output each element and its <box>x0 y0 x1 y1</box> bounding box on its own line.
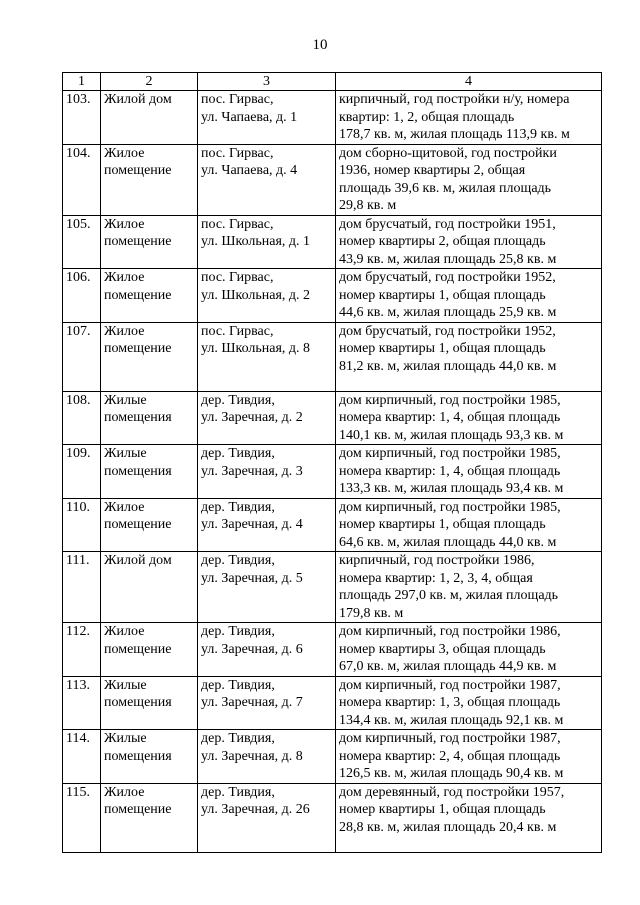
header-col-1: 1 <box>63 73 101 91</box>
description-line: номер квартиры 1, общая площадь <box>339 802 546 817</box>
object-type-line: помещение <box>104 641 172 657</box>
object-type-cell <box>101 215 198 269</box>
row-number <box>63 498 101 552</box>
object-type-cell <box>101 269 198 323</box>
description-cell <box>336 269 602 323</box>
description-cell <box>336 322 602 391</box>
address-cell <box>198 445 336 499</box>
object-type-cell <box>101 676 198 730</box>
address-cell <box>198 498 336 552</box>
address-line: дер. Тивдия, <box>201 392 275 408</box>
description-cell <box>336 498 602 552</box>
row-number <box>63 269 101 323</box>
table-row <box>63 730 602 784</box>
table-row <box>63 445 602 499</box>
object-type-line: помещения <box>104 410 172 425</box>
description-line: дом кирпичный, год постройки 1987, <box>339 731 561 746</box>
address-line: дер. Тивдия, <box>201 677 275 693</box>
object-type-line: Жилые <box>104 446 147 461</box>
address-line: ул. Заречная, д. 5 <box>201 570 303 586</box>
address-line: ул. Заречная, д. 3 <box>201 463 303 479</box>
object-type-line: помещение <box>104 802 172 817</box>
object-type-cell <box>101 730 198 784</box>
object-type-line: помещения <box>104 463 172 479</box>
header-col-2: 2 <box>101 73 198 91</box>
page-number: 10 <box>312 37 328 53</box>
address-cell <box>198 623 336 677</box>
object-type-line: Жилое <box>104 784 145 800</box>
object-type-line: помещение <box>104 341 172 356</box>
address-line: ул. Чапаева, д. 4 <box>201 163 298 178</box>
object-type-line: помещение <box>104 287 172 303</box>
description-cell <box>336 552 602 623</box>
description-line: дом кирпичный, год постройки 1985, <box>339 499 561 515</box>
object-type-line: Жилые <box>104 677 147 693</box>
description-line: дом сборно-щитовой, год постройки <box>339 145 557 161</box>
address-line: ул. Школьная, д. 2 <box>201 287 311 303</box>
description-line: 1936, номер квартиры 2, общая <box>339 163 526 178</box>
address-line: ул. Школьная, д. 1 <box>201 234 311 249</box>
object-type-cell <box>101 498 198 552</box>
row-number-text: 111. <box>66 553 90 568</box>
object-type-cell <box>101 391 198 445</box>
row-number-text: 114. <box>66 731 90 746</box>
address-line: дер. Тивдия, <box>201 731 275 746</box>
description-cell <box>336 676 602 730</box>
row-number-text: 109. <box>66 446 91 461</box>
object-type-line: помещения <box>104 748 172 764</box>
address-line: пос. Гирвас, <box>201 216 274 232</box>
row-number-text: 104. <box>66 145 91 161</box>
header-col-4: 4 <box>336 73 602 91</box>
row-number <box>63 215 101 269</box>
description-line: номер квартиры 1, общая площадь <box>339 517 546 532</box>
address-cell <box>198 322 336 391</box>
row-number <box>63 322 101 391</box>
header-col-3: 3 <box>198 73 336 91</box>
table-row <box>63 215 602 269</box>
object-type-line: Жилой дом <box>104 92 172 107</box>
address-cell <box>198 552 336 623</box>
address-line: дер. Тивдия, <box>201 553 275 568</box>
address-line: дер. Тивдия, <box>201 499 275 515</box>
description-line: 126,5 кв. м, жилая площадь 90,4 кв. м <box>339 766 564 781</box>
description-line: дом кирпичный, год постройки 1987, <box>339 677 561 693</box>
description-line: 140,1 кв. м, жилая площадь 93,3 кв. м <box>339 427 564 443</box>
object-type-line: помещение <box>104 163 172 178</box>
object-type-line: Жилое <box>104 216 145 232</box>
description-line: номера квартир: 1, 2, 3, 4, общая <box>339 570 533 586</box>
description-line: квартир: 1, 2, общая площадь <box>339 109 515 125</box>
row-number <box>63 445 101 499</box>
object-type-line: Жилые <box>104 392 147 408</box>
row-number <box>63 91 101 145</box>
description-line: дом брусчатый, год постройки 1951, <box>339 216 556 232</box>
object-type-line: Жилое <box>104 624 145 639</box>
address-line: пос. Гирвас, <box>201 145 274 161</box>
table-row <box>63 269 602 323</box>
description-cell <box>336 144 602 215</box>
object-type-cell <box>101 623 198 677</box>
description-line: 134,4 кв. м, жилая площадь 92,1 кв. м <box>339 712 564 728</box>
address-cell <box>198 676 336 730</box>
address-line: ул. Заречная, д. 7 <box>201 695 303 710</box>
row-number-text: 107. <box>66 323 91 339</box>
row-number-text: 115. <box>66 784 90 800</box>
object-type-line: Жилое <box>104 145 145 161</box>
object-type-line: помещение <box>104 517 172 532</box>
description-line: 81,2 кв. м, жилая площадь 44,0 кв. м <box>339 358 557 374</box>
description-line: 64,6 кв. м, жилая площадь 44,0 кв. м <box>339 534 557 550</box>
table-body <box>63 91 602 853</box>
description-line: кирпичный, год постройки н/у, номера <box>339 92 570 107</box>
description-line: номер квартиры 1, общая площадь <box>339 341 546 356</box>
row-number-text: 110. <box>66 499 90 515</box>
description-cell <box>336 215 602 269</box>
description-line: кирпичный, год постройки 1986, <box>339 553 535 568</box>
address-line: дер. Тивдия, <box>201 784 275 800</box>
table-row <box>63 676 602 730</box>
address-cell <box>198 269 336 323</box>
row-number-text: 108. <box>66 392 91 408</box>
table-row <box>63 783 602 852</box>
row-number <box>63 391 101 445</box>
address-line: ул. Заречная, д. 4 <box>201 517 303 532</box>
object-type-line: помещения <box>104 695 172 710</box>
row-number <box>63 623 101 677</box>
header-row <box>63 73 602 91</box>
description-cell <box>336 730 602 784</box>
description-line: номер квартиры 3, общая площадь <box>339 641 546 657</box>
row-number <box>63 730 101 784</box>
description-line: номера квартир: 1, 4, общая площадь <box>339 463 561 479</box>
object-type-cell <box>101 91 198 145</box>
address-cell <box>198 730 336 784</box>
description-cell <box>336 445 602 499</box>
address-line: ул. Чапаева, д. 1 <box>201 109 298 125</box>
table-row <box>63 391 602 445</box>
description-line: 44,6 кв. м, жилая площадь 25,9 кв. м <box>339 305 557 320</box>
table-row <box>63 623 602 677</box>
table-row <box>63 144 602 215</box>
description-cell <box>336 391 602 445</box>
address-line: ул. Заречная, д. 26 <box>201 802 310 817</box>
description-cell <box>336 783 602 852</box>
description-line: 178,7 кв. м, жилая площадь 113,9 кв. м <box>339 127 570 142</box>
row-number-text: 112. <box>66 624 90 639</box>
property-register-table <box>62 72 602 853</box>
description-cell <box>336 91 602 145</box>
description-line: номер квартиры 1, общая площадь <box>339 287 546 303</box>
description-line: 67,0 кв. м, жилая площадь 44,9 кв. м <box>339 659 557 674</box>
object-type-cell <box>101 445 198 499</box>
table-row <box>63 498 602 552</box>
address-line: дер. Тивдия, <box>201 446 275 461</box>
object-type-line: Жилое <box>104 499 145 515</box>
description-line: дом брусчатый, год постройки 1952, <box>339 270 556 285</box>
address-line: пос. Гирвас, <box>201 323 274 339</box>
description-line: номера квартир: 1, 3, общая площадь <box>339 695 561 710</box>
address-line: пос. Гирвас, <box>201 270 274 285</box>
row-number-text: 113. <box>66 677 90 693</box>
address-line: ул. Школьная, д. 8 <box>201 341 311 356</box>
description-line: 28,8 кв. м, жилая площадь 20,4 кв. м <box>339 819 557 835</box>
address-line: ул. Заречная, д. 8 <box>201 748 303 764</box>
object-type-line: Жилые <box>104 731 147 746</box>
table-row <box>63 91 602 145</box>
object-type-cell <box>101 144 198 215</box>
object-type-cell <box>101 552 198 623</box>
description-line: номера квартир: 2, 4, общая площадь <box>339 748 561 764</box>
row-number-text: 105. <box>66 216 91 232</box>
row-number <box>63 783 101 852</box>
address-line: дер. Тивдия, <box>201 624 275 639</box>
object-type-line: Жилой дом <box>104 553 172 568</box>
description-line: номер квартиры 2, общая площадь <box>339 234 546 249</box>
description-line: дом деревянный, год постройки 1957, <box>339 784 565 800</box>
address-cell <box>198 91 336 145</box>
description-line: номера квартир: 1, 4, общая площадь <box>339 410 561 425</box>
row-number <box>63 552 101 623</box>
object-type-cell <box>101 783 198 852</box>
table-row <box>63 552 602 623</box>
table-row <box>63 322 602 391</box>
description-line: площадь 297,0 кв. м, жилая площадь <box>339 588 559 603</box>
address-cell <box>198 215 336 269</box>
address-cell <box>198 144 336 215</box>
row-number <box>63 144 101 215</box>
description-line: дом кирпичный, год постройки 1986, <box>339 624 561 639</box>
object-type-cell <box>101 322 198 391</box>
row-number-text: 106. <box>66 270 91 285</box>
row-number <box>63 676 101 730</box>
description-line: 43,9 кв. м, жилая площадь 25,8 кв. м <box>339 251 557 267</box>
description-line: дом кирпичный, год постройки 1985, <box>339 446 561 461</box>
object-type-line: Жилое <box>104 323 145 339</box>
description-line: 29,8 кв. м <box>339 198 397 213</box>
address-cell <box>198 391 336 445</box>
address-cell <box>198 783 336 852</box>
object-type-line: помещение <box>104 234 172 249</box>
address-line: пос. Гирвас, <box>201 92 274 107</box>
description-cell <box>336 623 602 677</box>
object-type-line: Жилое <box>104 270 145 285</box>
description-line: площадь 39,6 кв. м, жилая площадь <box>339 180 552 196</box>
description-line: дом кирпичный, год постройки 1985, <box>339 392 561 408</box>
description-line: 179,8 кв. м <box>339 605 404 621</box>
address-line: ул. Заречная, д. 2 <box>201 410 303 425</box>
row-number-text: 103. <box>66 92 91 107</box>
address-line: ул. Заречная, д. 6 <box>201 641 303 657</box>
description-line: дом брусчатый, год постройки 1952, <box>339 323 556 339</box>
description-line: 133,3 кв. м, жилая площадь 93,4 кв. м <box>339 481 564 496</box>
